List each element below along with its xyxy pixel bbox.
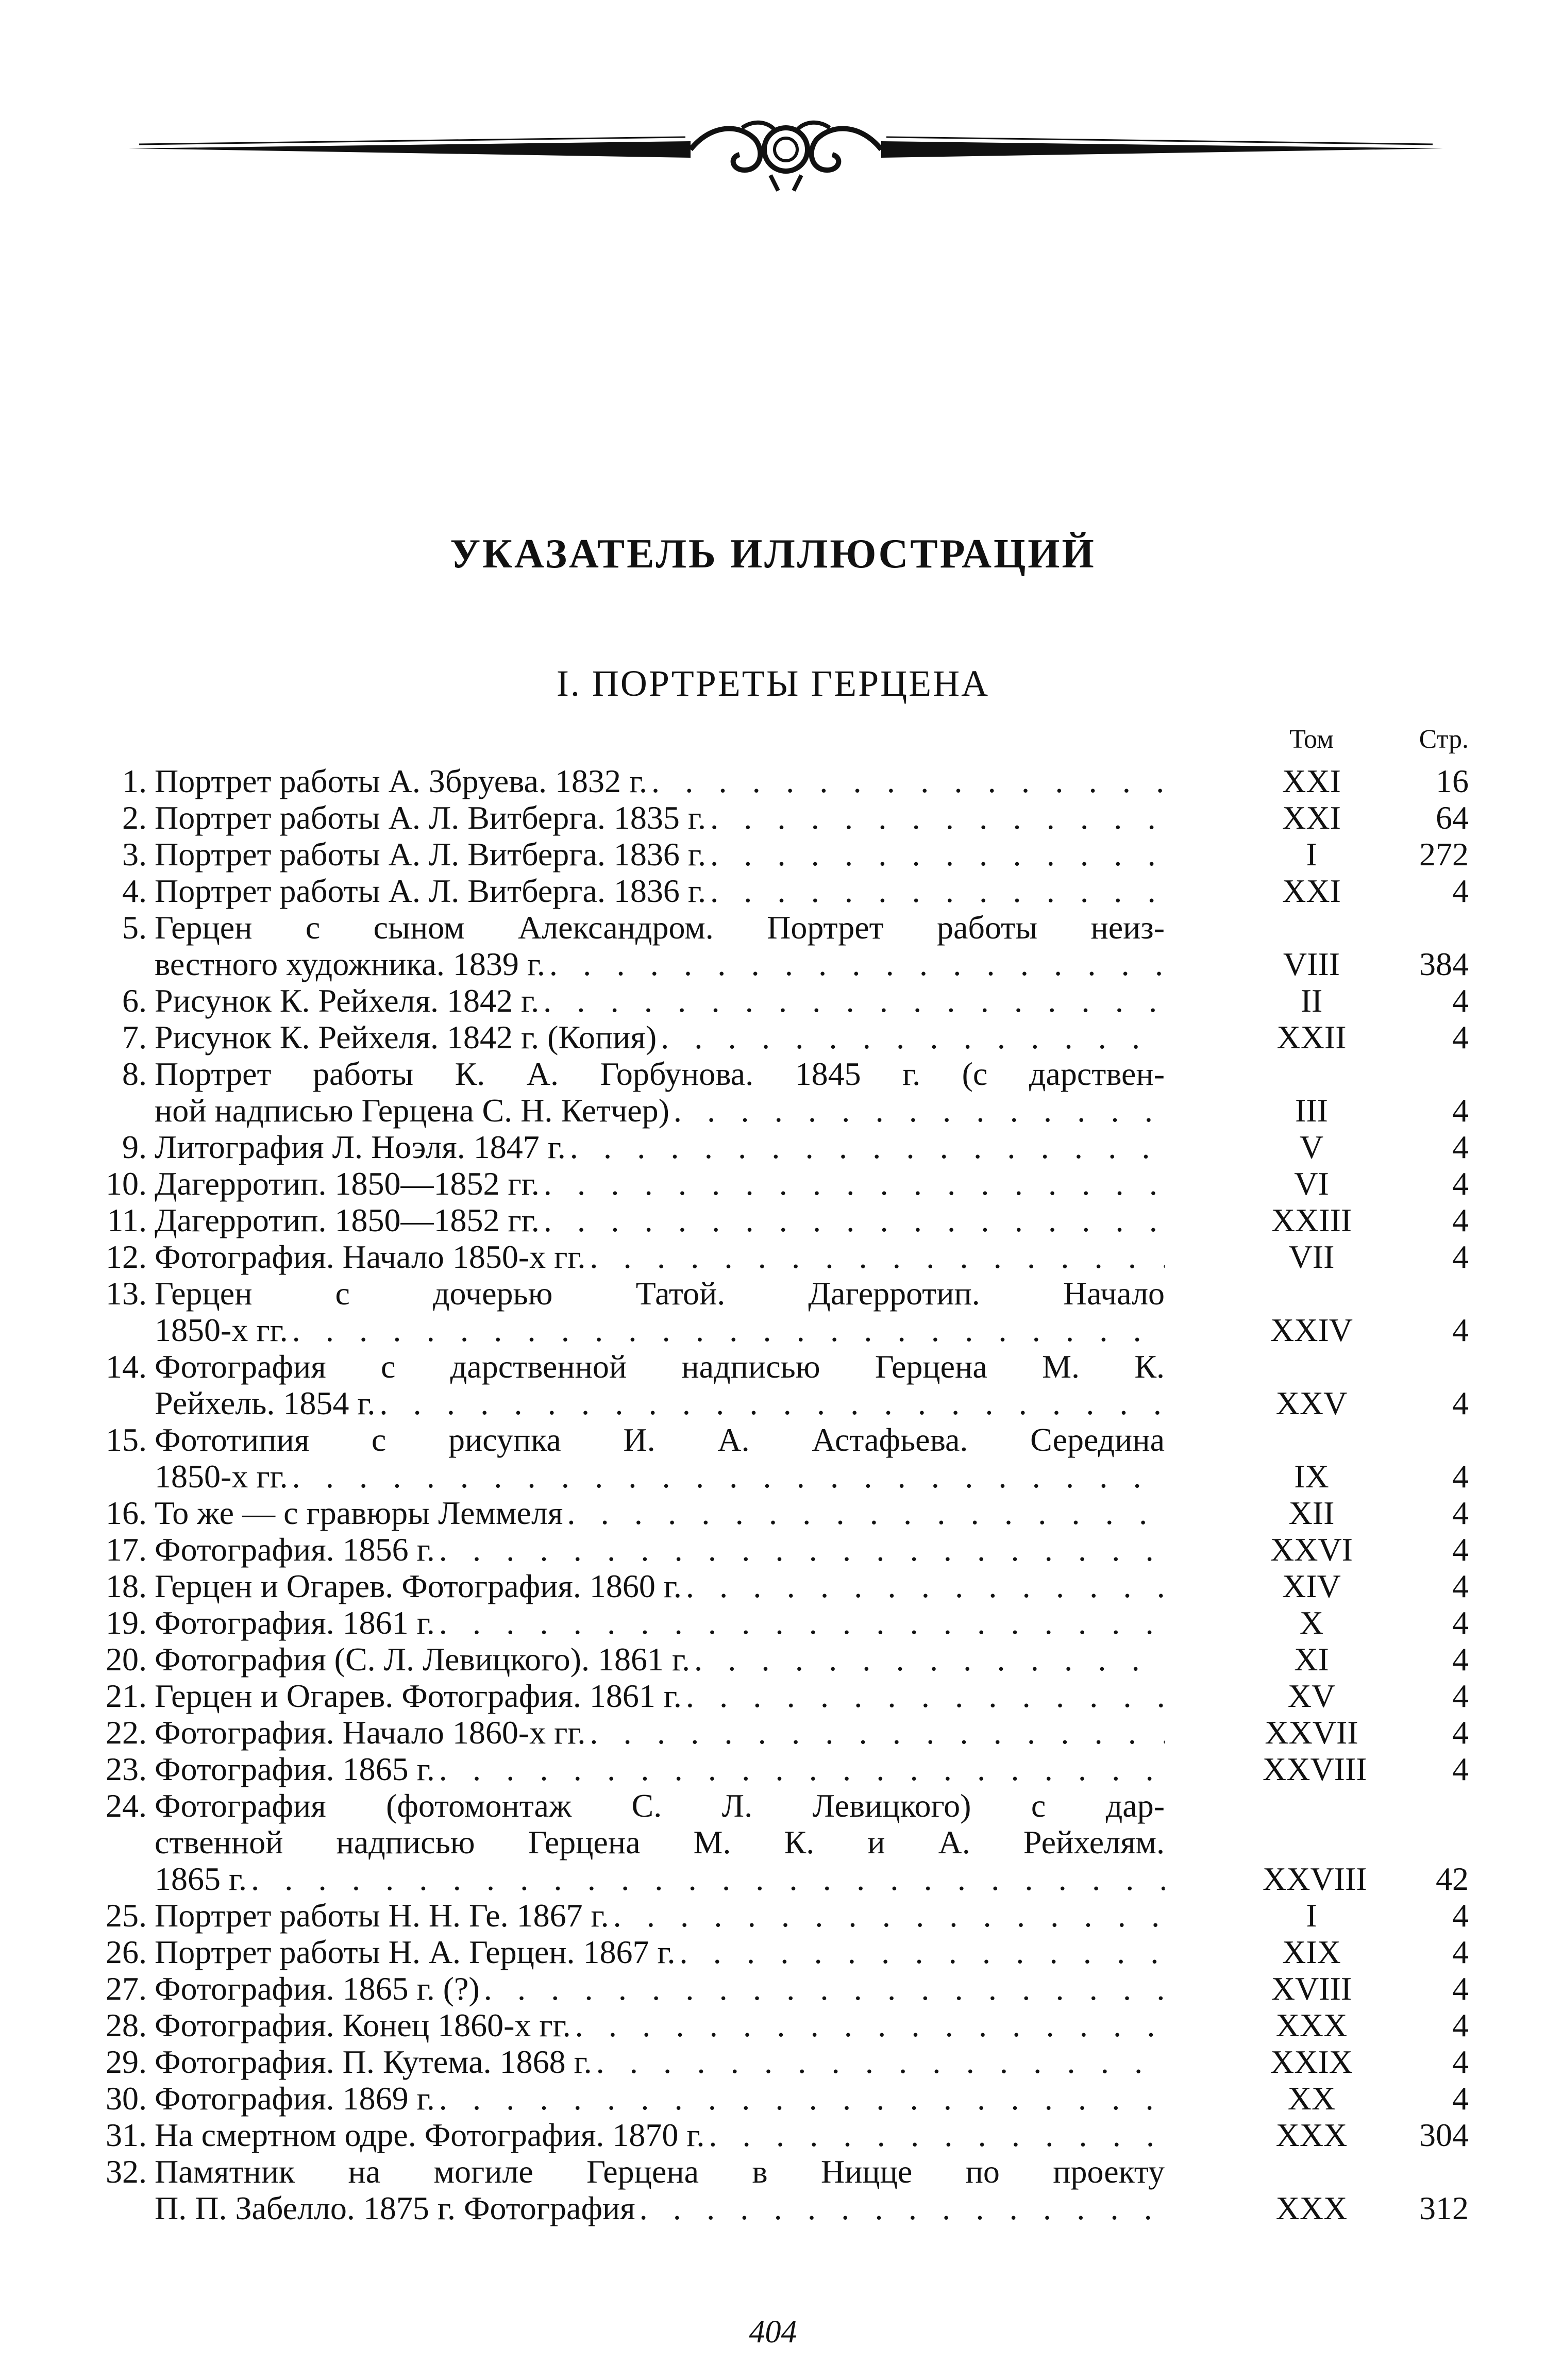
entry-number: 26.	[106, 1934, 147, 1970]
entry-caption-line	[155, 1604, 1165, 1641]
entry-page: 4	[1452, 1165, 1469, 1202]
entry-caption-text: 1850-х гг.	[155, 1458, 288, 1495]
entry-caption-text: Фотография. 1865 г. (?)	[155, 1970, 480, 2007]
leader-dots	[543, 982, 1165, 1019]
entry-caption	[155, 1019, 1165, 1055]
leader-dots	[292, 1312, 1165, 1348]
index-entry	[72, 1348, 1474, 1421]
leader-dots	[439, 1751, 1165, 1787]
entry-number: 22.	[106, 1714, 147, 1751]
entry-page: 304	[1419, 2117, 1469, 2153]
leader-dots	[590, 1238, 1165, 1275]
ornament-divider	[129, 103, 1443, 196]
entry-caption-line	[155, 982, 1165, 1019]
entry-caption	[155, 2153, 1165, 2226]
entry-number: 8.	[122, 1055, 147, 1092]
entry-number: 16.	[106, 1495, 147, 1531]
leader-dots	[251, 1861, 1165, 1897]
entry-volume: XXII	[1276, 1019, 1347, 1055]
entry-caption-line	[155, 1202, 1165, 1238]
entry-caption	[155, 873, 1165, 909]
entry-caption	[155, 799, 1165, 836]
entry-number: 5.	[122, 909, 147, 946]
entry-page: 4	[1452, 1312, 1469, 1348]
entry-volume: XXVIII	[1263, 1861, 1367, 1897]
entry-caption-text: Фотография. 1869 г.	[155, 2080, 435, 2117]
index-entry	[72, 1238, 1474, 1275]
entry-number: 1.	[122, 763, 147, 799]
index-entry	[72, 1934, 1474, 1970]
entry-caption-text: Фотография (С. Л. Левицкого). 1861 г.	[155, 1641, 690, 1678]
entry-caption-text: Дагерротип. 1850—1852 гг.	[155, 1202, 540, 1238]
index-entry	[72, 1421, 1474, 1495]
entry-number: 9.	[122, 1129, 147, 1165]
leader-dots	[694, 1641, 1165, 1678]
entry-caption-text: Портрет работы Н. А. Герцен. 1867 г.	[155, 1934, 676, 1970]
entry-volume: XXI	[1282, 763, 1341, 799]
entry-number: 21.	[106, 1678, 147, 1714]
entry-caption-text: вестного художника. 1839 г.	[155, 946, 545, 982]
entry-caption-text: Рисунок К. Рейхеля. 1842 г. (Копия)	[155, 1019, 657, 1055]
entry-page: 4	[1452, 1604, 1469, 1641]
leader-dots	[680, 1934, 1165, 1970]
entry-page: 4	[1452, 1238, 1469, 1275]
section-title: I. ПОРТРЕТЫ ГЕРЦЕНА	[556, 663, 990, 704]
index-entry	[72, 1604, 1474, 1641]
entry-caption-line	[155, 1312, 1165, 1348]
page-title: УКАЗАТЕЛЬ ИЛЛЮСТРАЦИЙ	[450, 531, 1096, 577]
entry-caption-line	[155, 1970, 1165, 2007]
index-entry	[72, 2117, 1474, 2153]
entry-caption-text: Фотография. Начало 1860-х гг.	[155, 1714, 586, 1751]
index-entry	[72, 1970, 1474, 2007]
leader-dots	[596, 2043, 1165, 2080]
entry-number: 14.	[106, 1348, 147, 1385]
entry-volume: II	[1300, 982, 1323, 1019]
entry-caption	[155, 1604, 1165, 1641]
entry-volume: VIII	[1283, 946, 1340, 982]
entry-page: 4	[1452, 1641, 1469, 1678]
entry-caption-line: Герцен с сыном Александром. Портрет работы неиз-	[155, 909, 1165, 946]
entry-caption-line	[155, 2080, 1165, 2117]
entry-volume: V	[1299, 1129, 1324, 1165]
entry-caption	[155, 1970, 1165, 2007]
entry-caption	[155, 2080, 1165, 2117]
index-entry	[72, 1751, 1474, 1787]
entry-caption-line	[155, 1897, 1165, 1934]
entry-caption-line	[155, 836, 1165, 873]
entry-page: 4	[1452, 1202, 1469, 1238]
entry-caption-line: Памятник на могиле Герцена в Ницце по проекту	[155, 2153, 1165, 2190]
index-entry	[72, 909, 1474, 982]
entry-page: 4	[1452, 982, 1469, 1019]
entry-caption-line	[155, 1751, 1165, 1787]
entry-caption-text: П. П. Забелло. 1875 г. Фотография	[155, 2190, 635, 2226]
leader-dots	[613, 1897, 1165, 1934]
entry-caption-line: Портрет работы К. А. Горбунова. 1845 г. (с дарствен-	[155, 1055, 1165, 1092]
entry-caption	[155, 2117, 1165, 2153]
entry-caption-line	[155, 1385, 1165, 1421]
page-number: 404	[749, 2315, 797, 2350]
entry-caption	[155, 1275, 1165, 1348]
entry-number: 32.	[106, 2153, 147, 2190]
entry-caption-line	[155, 1019, 1165, 1055]
entry-caption	[155, 1568, 1165, 1604]
leader-dots	[549, 946, 1165, 982]
entry-page: 4	[1452, 1385, 1469, 1421]
index-entry	[72, 982, 1474, 1019]
entry-caption-text: ной надписью Герцена С. Н. Кетчер)	[155, 1092, 669, 1129]
entry-number: 18.	[106, 1568, 147, 1604]
index-entry	[72, 836, 1474, 873]
entry-caption	[155, 1238, 1165, 1275]
leader-dots	[439, 2080, 1165, 2117]
entry-page: 384	[1419, 946, 1469, 982]
entry-caption-text: Герцен и Огарев. Фотография. 1860 г.	[155, 1568, 682, 1604]
entry-volume: XXI	[1282, 873, 1341, 909]
entry-caption-line	[155, 1568, 1165, 1604]
entry-page: 4	[1452, 1092, 1469, 1129]
entry-caption	[155, 1165, 1165, 1202]
entry-volume: XXVI	[1270, 1531, 1353, 1568]
entry-volume: I	[1306, 1897, 1317, 1934]
index-entry	[72, 1019, 1474, 1055]
entry-caption	[155, 1348, 1165, 1421]
entry-caption-line: Фотография с дарственной надписью Герцена М. К.	[155, 1348, 1165, 1385]
entry-page: 4	[1452, 1568, 1469, 1604]
entry-number: 12.	[106, 1238, 147, 1275]
entry-caption-text: Герцен и Огарев. Фотография. 1861 г.	[155, 1678, 682, 1714]
entry-caption-text: Фотография. Начало 1850-х гг.	[155, 1238, 586, 1275]
entry-caption	[155, 1421, 1165, 1495]
leader-dots	[651, 763, 1165, 799]
entry-caption-text: Рисунок К. Рейхеля. 1842 г.	[155, 982, 540, 1019]
entry-caption	[155, 982, 1165, 1019]
entry-number: 10.	[106, 1165, 147, 1202]
entry-caption	[155, 1751, 1165, 1787]
entry-number: 7.	[122, 1019, 147, 1055]
entry-number: 17.	[106, 1531, 147, 1568]
entry-caption	[155, 1714, 1165, 1751]
entry-caption-line: Фототипия с рисупка И. А. Астафьева. Середина	[155, 1421, 1165, 1458]
entry-caption	[155, 763, 1165, 799]
entry-volume: XII	[1288, 1495, 1335, 1531]
entry-caption-text: Портрет работы Н. Н. Ге. 1867 г.	[155, 1897, 609, 1934]
index-entry	[72, 799, 1474, 836]
entry-caption	[155, 1129, 1165, 1165]
entry-caption-text: 1865 г.	[155, 1861, 247, 1897]
entry-number: 31.	[106, 2117, 147, 2153]
index-entry	[72, 1129, 1474, 1165]
entry-volume: XIX	[1282, 1934, 1341, 1970]
entry-caption-text: Портрет работы А. Л. Витберга. 1836 г.	[155, 836, 706, 873]
entry-number: 28.	[106, 2007, 147, 2043]
leader-dots	[575, 2007, 1165, 2043]
entry-volume: XV	[1287, 1678, 1336, 1714]
entry-caption	[155, 2043, 1165, 2080]
entry-caption-line	[155, 1934, 1165, 1970]
entry-caption	[155, 1202, 1165, 1238]
index-entry	[72, 763, 1474, 799]
entry-caption-text: Дагерротип. 1850—1852 гг.	[155, 1165, 540, 1202]
entry-number: 11.	[107, 1202, 147, 1238]
entry-page: 4	[1452, 1897, 1469, 1934]
entry-caption-text: Портрет работы А. Л. Витберга. 1836 г.	[155, 873, 706, 909]
index-entry	[72, 1714, 1474, 1751]
leader-dots	[590, 1714, 1165, 1751]
index-entry	[72, 1531, 1474, 1568]
entry-volume: XXIV	[1270, 1312, 1353, 1348]
entry-caption	[155, 1787, 1165, 1897]
entry-number: 6.	[122, 982, 147, 1019]
entry-caption-line	[155, 873, 1165, 909]
entry-volume: XXVIII	[1263, 1751, 1367, 1787]
entry-caption-text: 1850-х гг.	[155, 1312, 288, 1348]
entry-page: 272	[1419, 836, 1469, 873]
entry-volume: XXV	[1275, 1385, 1348, 1421]
entry-page: 4	[1452, 1129, 1469, 1165]
leader-dots	[674, 1092, 1165, 1129]
entry-volume: VII	[1288, 1238, 1335, 1275]
entry-caption-line	[155, 1714, 1165, 1751]
leader-dots	[710, 799, 1165, 836]
leader-dots	[710, 873, 1165, 909]
index-entry	[72, 2007, 1474, 2043]
entry-caption-line	[155, 1861, 1165, 1897]
entry-caption	[155, 1678, 1165, 1714]
entry-caption-text: Рейхель. 1854 г.	[155, 1385, 376, 1421]
leader-dots	[570, 1129, 1165, 1165]
leader-dots	[686, 1568, 1165, 1604]
entry-number: 13.	[106, 1275, 147, 1312]
entry-caption-text: Фотография. 1865 г.	[155, 1751, 435, 1787]
entry-caption-text: Фотография. 1856 г.	[155, 1531, 435, 1568]
entry-caption-text: Фотография. 1861 г.	[155, 1604, 435, 1641]
entry-caption	[155, 1641, 1165, 1678]
entry-volume: XXIII	[1271, 1202, 1352, 1238]
entry-volume: XXIX	[1270, 2043, 1353, 2080]
entry-caption-line	[155, 1678, 1165, 1714]
entry-page: 42	[1436, 1861, 1469, 1897]
entry-number: 24.	[106, 1787, 147, 1824]
illustration-index-list	[72, 763, 1474, 2226]
entry-caption-line	[155, 799, 1165, 836]
index-entry	[72, 1055, 1474, 1129]
entry-caption-line	[155, 2007, 1165, 2043]
entry-volume: VI	[1294, 1165, 1329, 1202]
entry-number: 30.	[106, 2080, 147, 2117]
entry-caption-line: Фотография (фотомонтаж С. Л. Левицкого) с дар-	[155, 1787, 1165, 1824]
entry-page: 16	[1436, 763, 1469, 799]
entry-caption-line	[155, 1092, 1165, 1129]
entry-page: 4	[1452, 1531, 1469, 1568]
leader-dots	[567, 1495, 1165, 1531]
entry-volume: XXX	[1275, 2117, 1348, 2153]
index-entry	[72, 873, 1474, 909]
entry-volume: IX	[1294, 1458, 1329, 1495]
entry-caption-line	[155, 1641, 1165, 1678]
entry-caption-line	[155, 1531, 1165, 1568]
entry-volume: III	[1295, 1092, 1328, 1129]
entry-caption-text: Портрет работы А. Л. Витберга. 1835 г.	[155, 799, 706, 836]
entry-number: 15.	[106, 1421, 147, 1458]
entry-page: 4	[1452, 1714, 1469, 1751]
entry-page: 4	[1452, 1495, 1469, 1531]
leader-dots	[544, 1202, 1165, 1238]
index-entry	[72, 1641, 1474, 1678]
entry-volume: XI	[1294, 1641, 1329, 1678]
entry-number: 27.	[106, 1970, 147, 2007]
entry-caption-line	[155, 2043, 1165, 2080]
entry-volume: XVIII	[1271, 1970, 1352, 2007]
entry-number: 2.	[122, 799, 147, 836]
entry-caption	[155, 1897, 1165, 1934]
index-entry	[72, 1678, 1474, 1714]
entry-number: 19.	[106, 1604, 147, 1641]
index-entry	[72, 2080, 1474, 2117]
entry-caption-line	[155, 2190, 1165, 2226]
entry-caption-line	[155, 763, 1165, 799]
entry-caption-line	[155, 1458, 1165, 1495]
entry-page: 4	[1452, 1678, 1469, 1714]
column-header-page: Стр.	[1419, 725, 1469, 754]
entry-page: 4	[1452, 2043, 1469, 2080]
entry-number: 20.	[106, 1641, 147, 1678]
leader-dots	[439, 1531, 1165, 1568]
entry-caption-text: Фотография. П. Кутема. 1868 г.	[155, 2043, 592, 2080]
entry-caption-text: На смертном одре. Фотография. 1870 г.	[155, 2117, 705, 2153]
entry-volume: XXI	[1282, 799, 1341, 836]
index-entry	[72, 1787, 1474, 1897]
entry-caption-text: Фотография. Конец 1860-х гг.	[155, 2007, 571, 2043]
entry-number: 29.	[106, 2043, 147, 2080]
entry-volume: XIV	[1282, 1568, 1341, 1604]
entry-page: 4	[1452, 873, 1469, 909]
entry-page: 4	[1452, 1970, 1469, 2007]
entry-volume: XXX	[1275, 2007, 1348, 2043]
index-entry	[72, 2043, 1474, 2080]
entry-volume: I	[1306, 836, 1317, 873]
index-entry	[72, 1202, 1474, 1238]
entry-number: 23.	[106, 1751, 147, 1787]
entry-caption-line: ственной надписью Герцена М. К. и А. Рейхелям.	[155, 1824, 1165, 1861]
entry-caption-line	[155, 2117, 1165, 2153]
entry-caption-text: Портрет работы А. Збруева. 1832 г.	[155, 763, 647, 799]
entry-caption-line	[155, 1495, 1165, 1531]
entry-caption	[155, 1055, 1165, 1129]
index-entry	[72, 1897, 1474, 1934]
entry-page: 4	[1452, 1934, 1469, 1970]
entry-caption-line	[155, 946, 1165, 982]
entry-page: 4	[1452, 1019, 1469, 1055]
entry-caption-line	[155, 1129, 1165, 1165]
leader-dots	[292, 1458, 1165, 1495]
entry-number: 25.	[106, 1897, 147, 1934]
entry-caption	[155, 1531, 1165, 1568]
entry-caption-line	[155, 1238, 1165, 1275]
entry-volume: XXX	[1275, 2190, 1348, 2226]
entry-caption-text: То же — с гравюры Леммеля	[155, 1495, 563, 1531]
column-header-volume: Том	[1289, 725, 1334, 754]
entry-page: 4	[1452, 2007, 1469, 2043]
entry-page: 4	[1452, 1458, 1469, 1495]
entry-page: 4	[1452, 1751, 1469, 1787]
entry-caption-text: Литография Л. Ноэля. 1847 г.	[155, 1129, 566, 1165]
index-entry	[72, 1165, 1474, 1202]
entry-caption	[155, 909, 1165, 982]
leader-dots	[484, 1970, 1165, 2007]
index-entry	[72, 1568, 1474, 1604]
index-entry	[72, 2153, 1474, 2226]
leader-dots	[640, 2190, 1165, 2226]
leader-dots	[379, 1385, 1165, 1421]
leader-dots	[544, 1165, 1165, 1202]
leader-dots	[661, 1019, 1165, 1055]
entry-page: 312	[1419, 2190, 1469, 2226]
entry-caption	[155, 2007, 1165, 2043]
entry-volume: XXVII	[1265, 1714, 1358, 1751]
entry-caption-line	[155, 1165, 1165, 1202]
index-entry	[72, 1275, 1474, 1348]
leader-dots	[710, 836, 1165, 873]
index-entry	[72, 1495, 1474, 1531]
entry-caption	[155, 836, 1165, 873]
entry-caption-line: Герцен с дочерью Татой. Дагерротип. Начало	[155, 1275, 1165, 1312]
leader-dots	[709, 2117, 1165, 2153]
leader-dots	[686, 1678, 1165, 1714]
entry-volume: X	[1299, 1604, 1324, 1641]
entry-page: 64	[1436, 799, 1469, 836]
entry-number: 4.	[122, 873, 147, 909]
entry-page: 4	[1452, 2080, 1469, 2117]
entry-number: 3.	[122, 836, 147, 873]
entry-caption	[155, 1495, 1165, 1531]
entry-volume: XX	[1287, 2080, 1336, 2117]
leader-dots	[439, 1604, 1165, 1641]
entry-caption	[155, 1934, 1165, 1970]
